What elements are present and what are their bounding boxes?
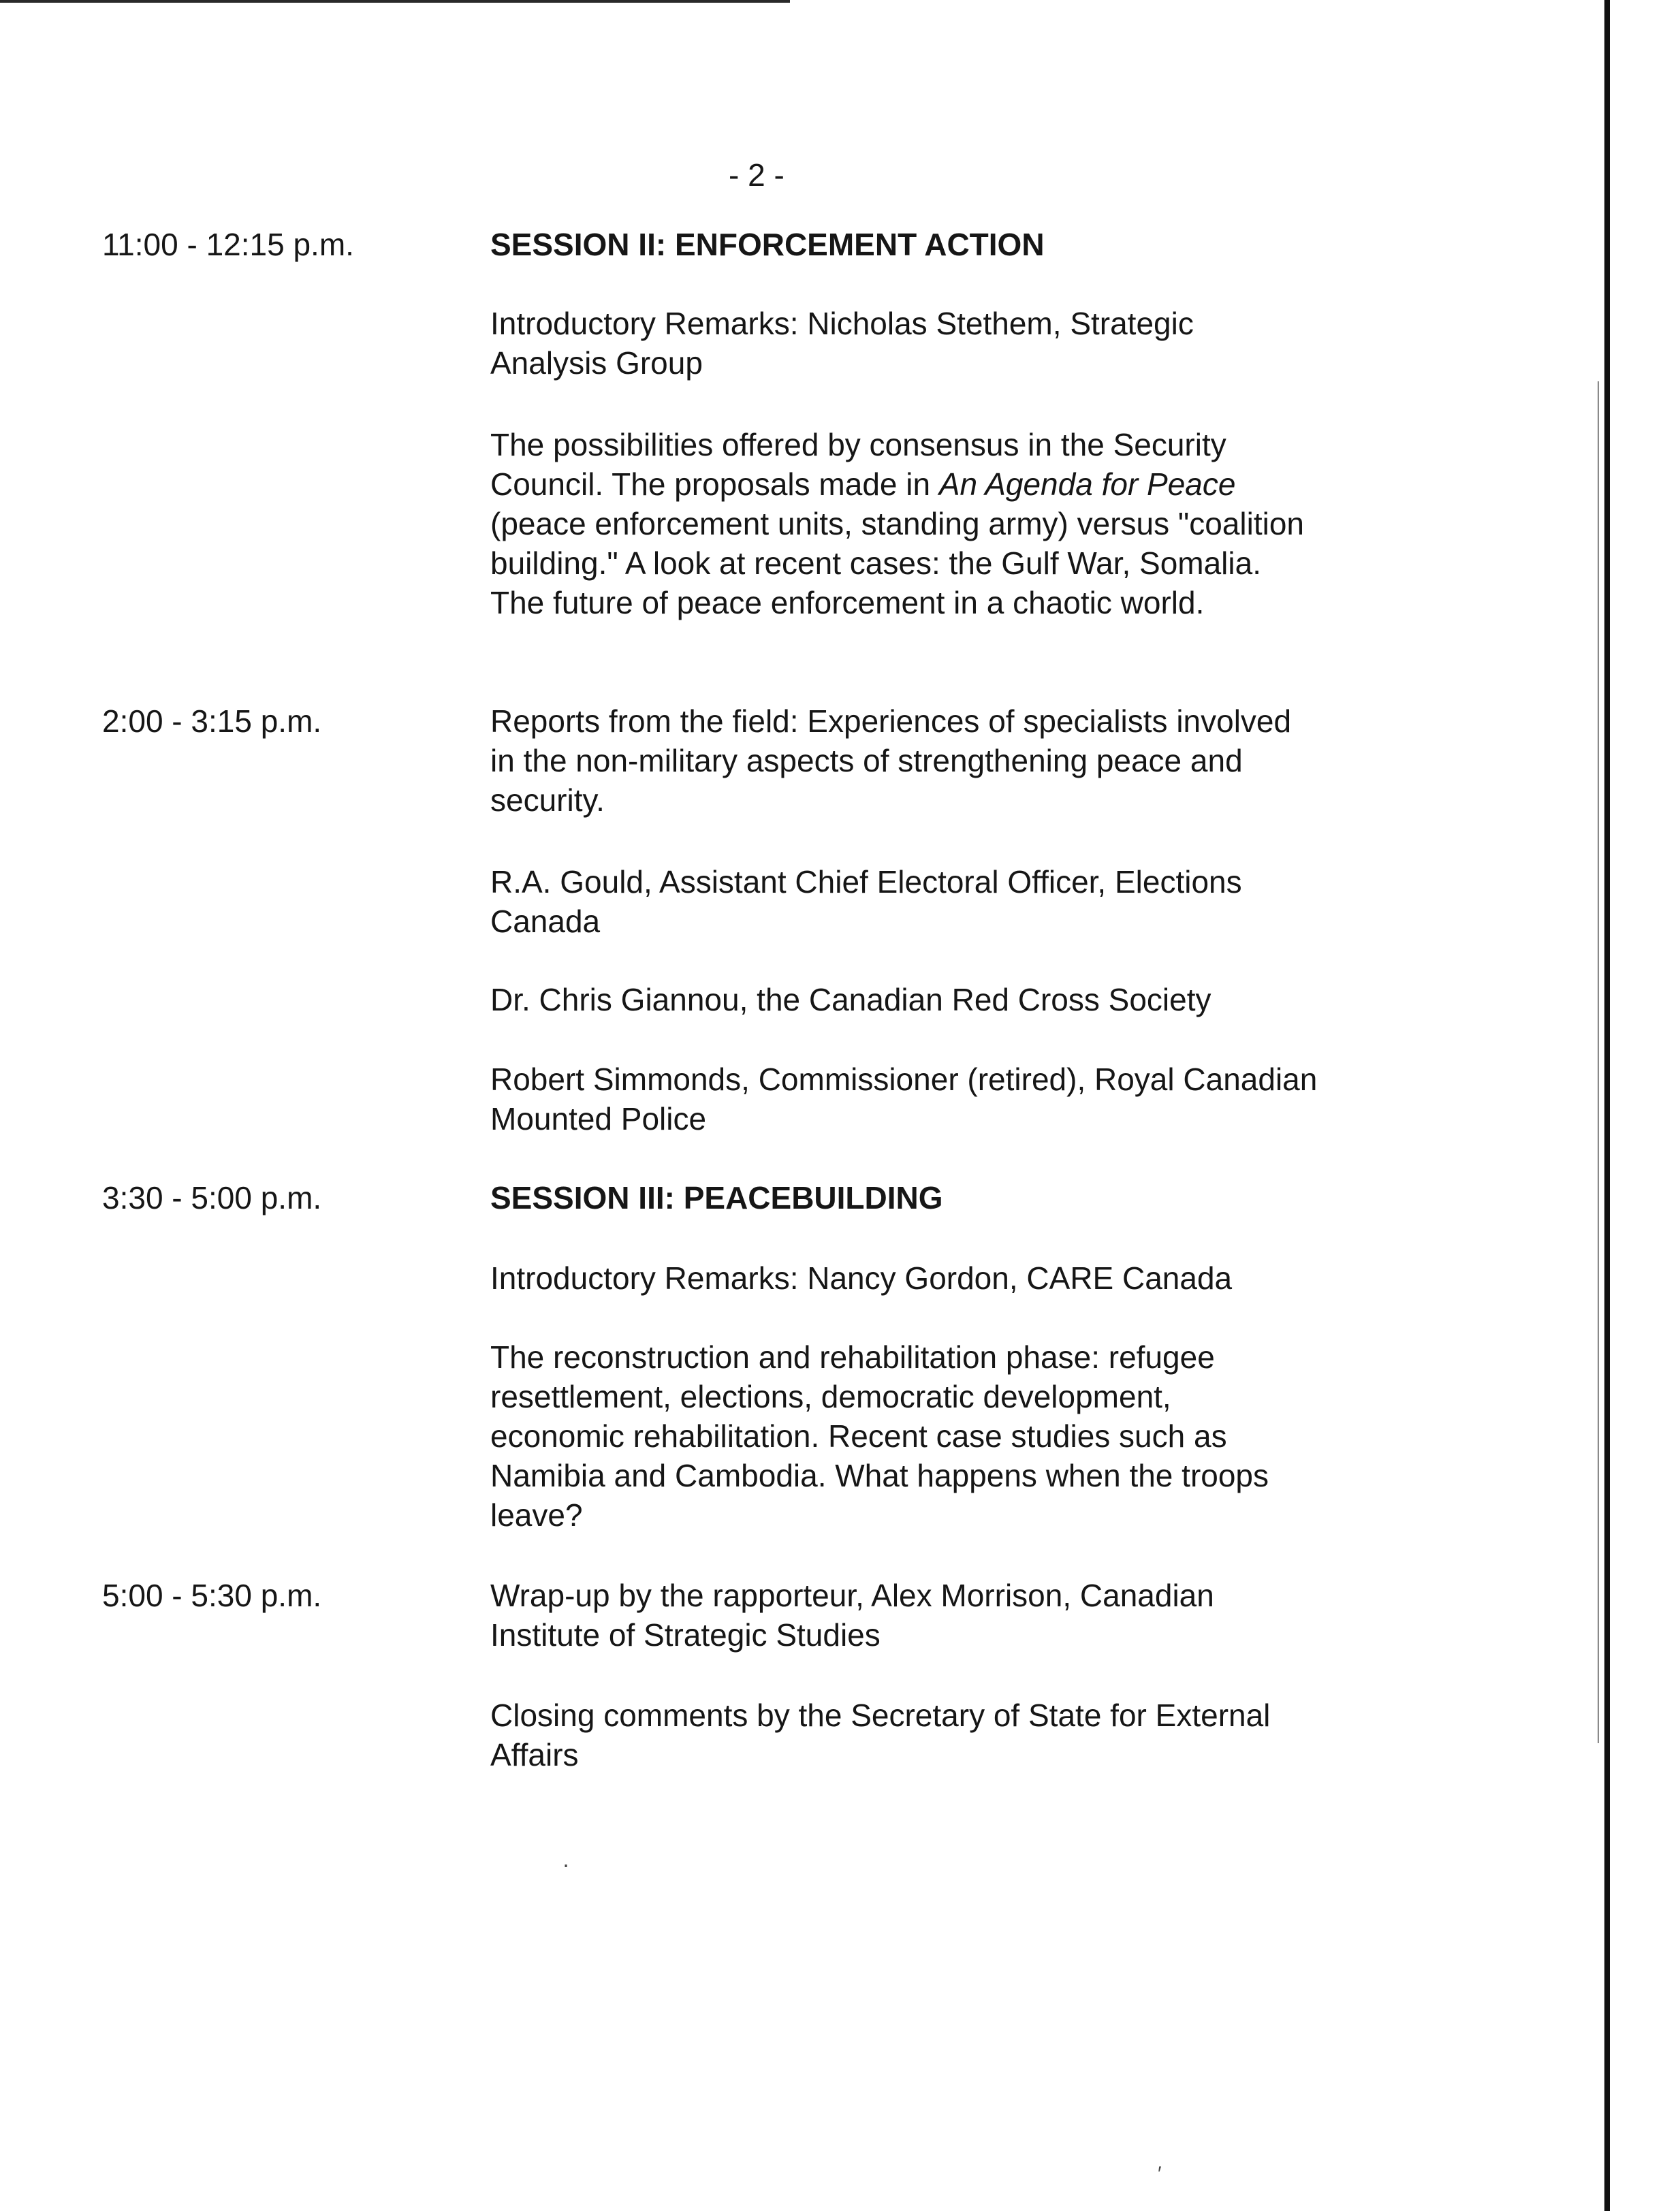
speaker-gould	[490, 862, 1444, 941]
speaker-giannou	[490, 980, 1444, 1019]
description-line: The possibilities offered by consensus in the Security	[490, 427, 1226, 462]
page-number: - 2 -	[729, 157, 784, 193]
speaker-line: Dr. Chris Giannou, the Canadian Red Cross Society	[490, 982, 1211, 1017]
session-2-intro	[490, 304, 1444, 383]
session-3-heading: SESSION III: PEACEBUILDING	[490, 1180, 943, 1215]
speaker-line: Robert Simmonds, Commissioner (retired), Royal Canadian	[490, 1062, 1318, 1097]
description-line: Namibia and Cambodia. What happens when the troops	[490, 1458, 1269, 1493]
wrapup-line: Institute of Strategic Studies	[490, 1617, 881, 1653]
description-line	[490, 464, 1444, 504]
description-line: security.	[490, 782, 605, 818]
publication-title: An Agenda for Peace	[938, 466, 1236, 502]
description-line: The reconstruction and rehabilitation phase: refugee	[490, 1339, 1215, 1375]
scan-speck: ․	[562, 1849, 570, 1872]
description-line: Reports from the field: Experiences of specialists involved	[490, 703, 1292, 739]
description-line: economic rehabilitation. Recent case studies such as	[490, 1418, 1227, 1454]
description-line: leave?	[490, 1497, 583, 1533]
speaker-line: Canada	[490, 904, 601, 939]
scan-edge-top	[0, 0, 790, 3]
closing-line: Closing comments by the Secretary of State for External	[490, 1698, 1271, 1733]
description-line: resettlement, elections, democratic development,	[490, 1379, 1171, 1414]
description-line: (peace enforcement units, standing army) versus "coalition	[490, 506, 1305, 541]
intro-line: Analysis Group	[490, 345, 703, 381]
time-slot-reports: 2:00 - 3:15 p.m.	[102, 703, 322, 739]
description-line: building." A look at recent cases: the Gulf War, Somalia.	[490, 545, 1261, 581]
description-line: The future of peace enforcement in a chaotic world.	[490, 585, 1205, 620]
scan-edge-right	[1604, 0, 1610, 2211]
description-line: in the non-military aspects of strengthening peace and	[490, 743, 1243, 778]
closing-text	[490, 1696, 1444, 1775]
speaker-simmonds	[490, 1060, 1444, 1139]
time-slot-session-2: 11:00 - 12:15 p.m.	[102, 227, 354, 262]
speaker-line: Mounted Police	[490, 1101, 707, 1136]
time-slot-session-3: 3:30 - 5:00 p.m.	[102, 1180, 322, 1215]
description-text: Council. The proposals made in	[490, 466, 939, 502]
scan-edge-right-thin	[1598, 381, 1599, 1743]
wrapup-text	[490, 1576, 1444, 1655]
wrapup-line: Wrap-up by the rapporteur, Alex Morrison, Canadian	[490, 1578, 1214, 1613]
session-2-description	[490, 425, 1444, 622]
session-3-description	[490, 1337, 1444, 1535]
session-3-intro	[490, 1258, 1444, 1298]
time-slot-wrapup: 5:00 - 5:30 p.m.	[102, 1578, 322, 1613]
session-2-heading: SESSION II: ENFORCEMENT ACTION	[490, 227, 1045, 262]
reports-description	[490, 701, 1444, 820]
speaker-line: R.A. Gould, Assistant Chief Electoral Officer, Elections	[490, 864, 1242, 900]
scan-speck: ′	[1158, 2163, 1162, 2185]
intro-line: Introductory Remarks: Nancy Gordon, CARE Canada	[490, 1260, 1233, 1296]
closing-line: Affairs	[490, 1737, 579, 1772]
intro-line: Introductory Remarks: Nicholas Stethem, Strategic	[490, 306, 1194, 341]
